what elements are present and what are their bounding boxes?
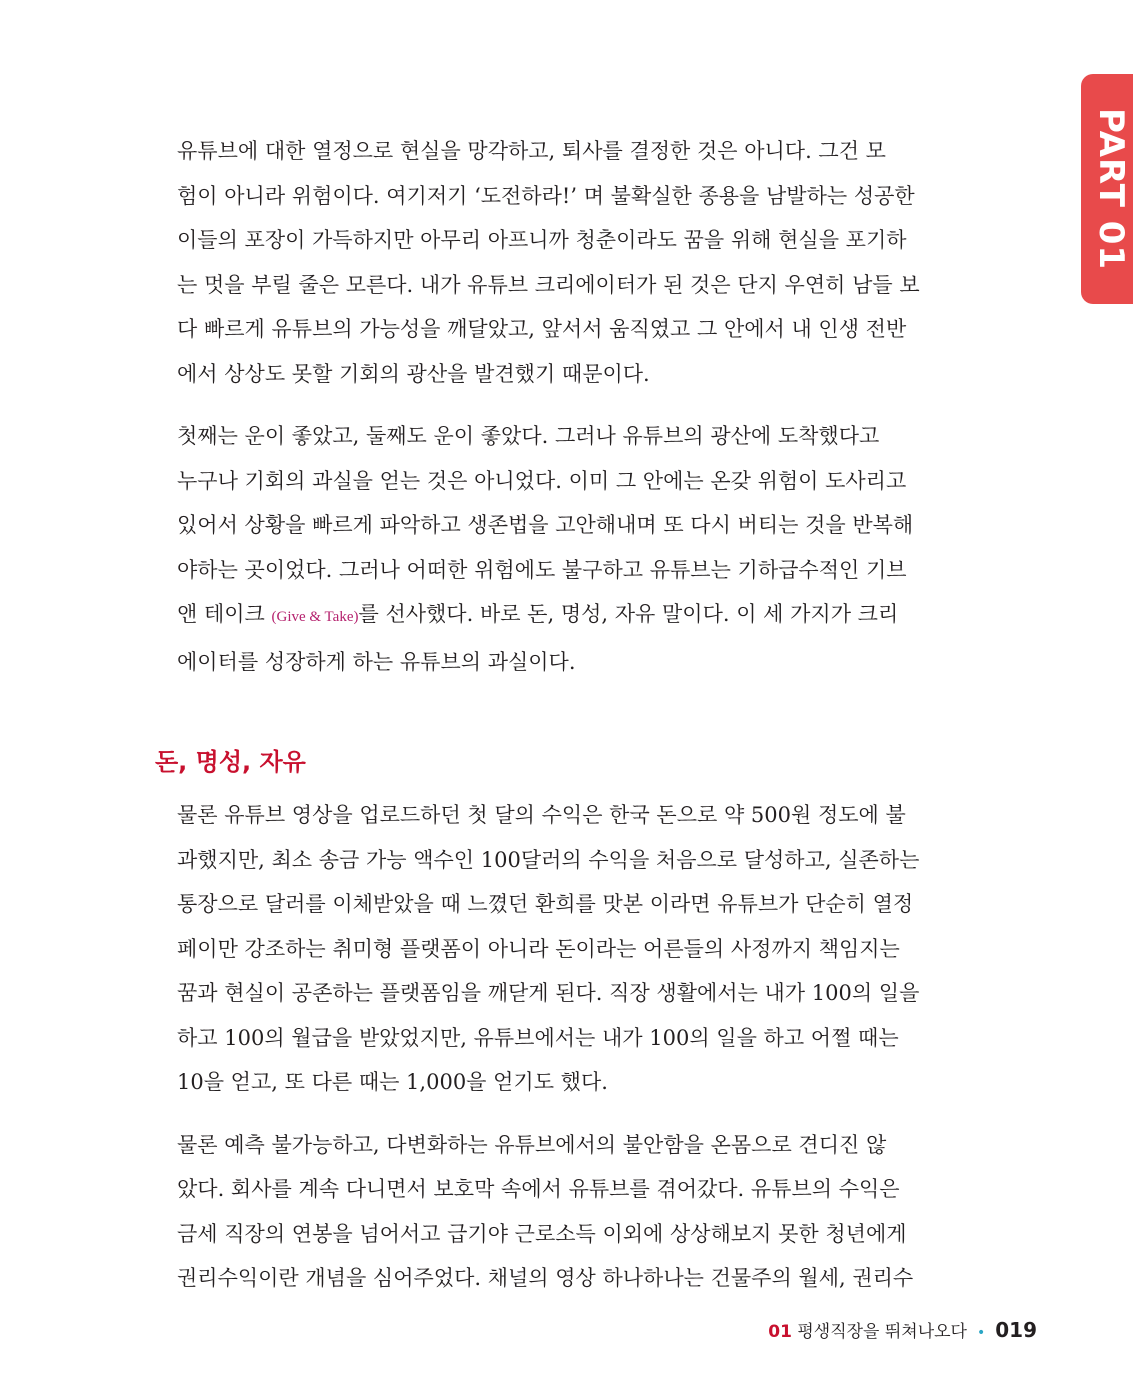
- paragraph: [155, 793, 920, 1105]
- text-line: 이들의 포장이 가득하지만 아무리 아프니까 청춘이라도 꿈을 위해 현실을 포기하: [177, 228, 907, 252]
- text-line: 통장으로 달러를 이체받았을 때 느꼈던 환희를 맛본 이라면 유튜브가 단순히 열정: [177, 892, 914, 916]
- page-number: 019: [995, 1318, 1037, 1342]
- text-line: 누구나 기회의 과실을 얻는 것은 아니었다. 이미 그 안에는 온갖 위험이 도사리고: [177, 468, 907, 493]
- english-term: (Give & Take): [271, 609, 359, 625]
- section-heading: 돈, 명성, 자유: [155, 748, 306, 776]
- text-line: 험이 아니라 위험이다. 여기저기 ‘도전하라!’ 며 불확실한 종용을 남발하는 성공한: [177, 183, 915, 208]
- text-line: 야하는 곳이었다. 그러나 어떠한 위험에도 불구하고 유튜브는 기하급수적인 기브: [177, 557, 907, 582]
- text-line: 금세 직장의 연봉을 넘어서고 급기야 근로소득 이외에 상상해보지 못한 청년에게: [177, 1221, 907, 1246]
- text-line: 첫째는 운이 좋았고, 둘째도 운이 좋았다. 그러나 유튜브의 광산에 도착했다고: [177, 424, 880, 448]
- text-line: [155, 592, 899, 640]
- page-footer: [768, 1317, 1037, 1342]
- page-body: [155, 129, 920, 1301]
- chapter-number: 01: [768, 1322, 792, 1342]
- paragraph: [155, 129, 920, 396]
- text-line: 유튜브에 대한 열정으로 현실을 망각하고, 퇴사를 결정한 것은 아니다. 그건 모: [177, 139, 886, 163]
- text-line: 다 빠르게 유튜브의 가능성을 깨달았고, 앞서서 움직였고 그 안에서 내 인생 전반: [177, 317, 907, 341]
- text-line: 꿈과 현실이 공존하는 플랫폼임을 깨닫게 된다. 직장 생활에서는 내가 100의 일을: [177, 981, 920, 1005]
- text-line: 과했지만, 최소 송금 가능 액수인 100달러의 수익을 처음으로 달성하고, 실존하는: [177, 847, 920, 872]
- chapter-title: 평생직장을 뛰쳐나오다: [797, 1322, 967, 1342]
- text-line: 하고 100의 월급을 받았었지만, 유튜브에서는 내가 100의 일을 하고 어쩔 때는: [177, 1025, 899, 1050]
- text-line: 에서 상상도 못할 기회의 광산을 발견했기 때문이다.: [177, 361, 650, 386]
- text-line: 페이만 강조하는 취미형 플랫폼이 아니라 돈이라는 어른들의 사정까지 책임지는: [177, 936, 900, 961]
- part-tab-label: PART 01: [1091, 107, 1131, 271]
- part-tab: [1081, 74, 1133, 304]
- text-line: 는 멋을 부릴 줄은 모른다. 내가 유튜브 크리에이터가 된 것은 단지 우연히 남들 보: [177, 272, 920, 297]
- text-line: 10을 얻고, 또 다른 때는 1,000을 얻기도 했다.: [177, 1070, 608, 1094]
- separator-dot-icon: •: [976, 1325, 986, 1341]
- text-fragment: 를 선사했다. 바로 돈, 명성, 자유 말이다. 이 세 가지가 크리: [358, 602, 899, 626]
- text-line: 물론 예측 불가능하고, 다변화하는 유튜브에서의 불안함을 온몸으로 견디진 않: [177, 1132, 887, 1157]
- text-line: 물론 유튜브 영상을 업로드하던 첫 달의 수익은 한국 돈으로 약 500원 정도에 불: [177, 803, 906, 827]
- text-line: 있어서 상황을 빠르게 파악하고 생존법을 고안해내며 또 다시 버티는 것을 반복해: [177, 513, 914, 537]
- paragraph: [155, 414, 914, 684]
- text-line: 권리수익이란 개념을 심어주었다. 채널의 영상 하나하나는 건물주의 월세, 권리수: [177, 1266, 914, 1290]
- text-line: 에이터를 성장하게 하는 유튜브의 과실이다.: [177, 649, 576, 674]
- text-fragment: 앤 테이크: [177, 602, 272, 626]
- paragraph: [155, 1123, 914, 1301]
- text-line: 았다. 회사를 계속 다니면서 보호막 속에서 유튜브를 겪어갔다. 유튜브의 수익은: [177, 1177, 900, 1201]
